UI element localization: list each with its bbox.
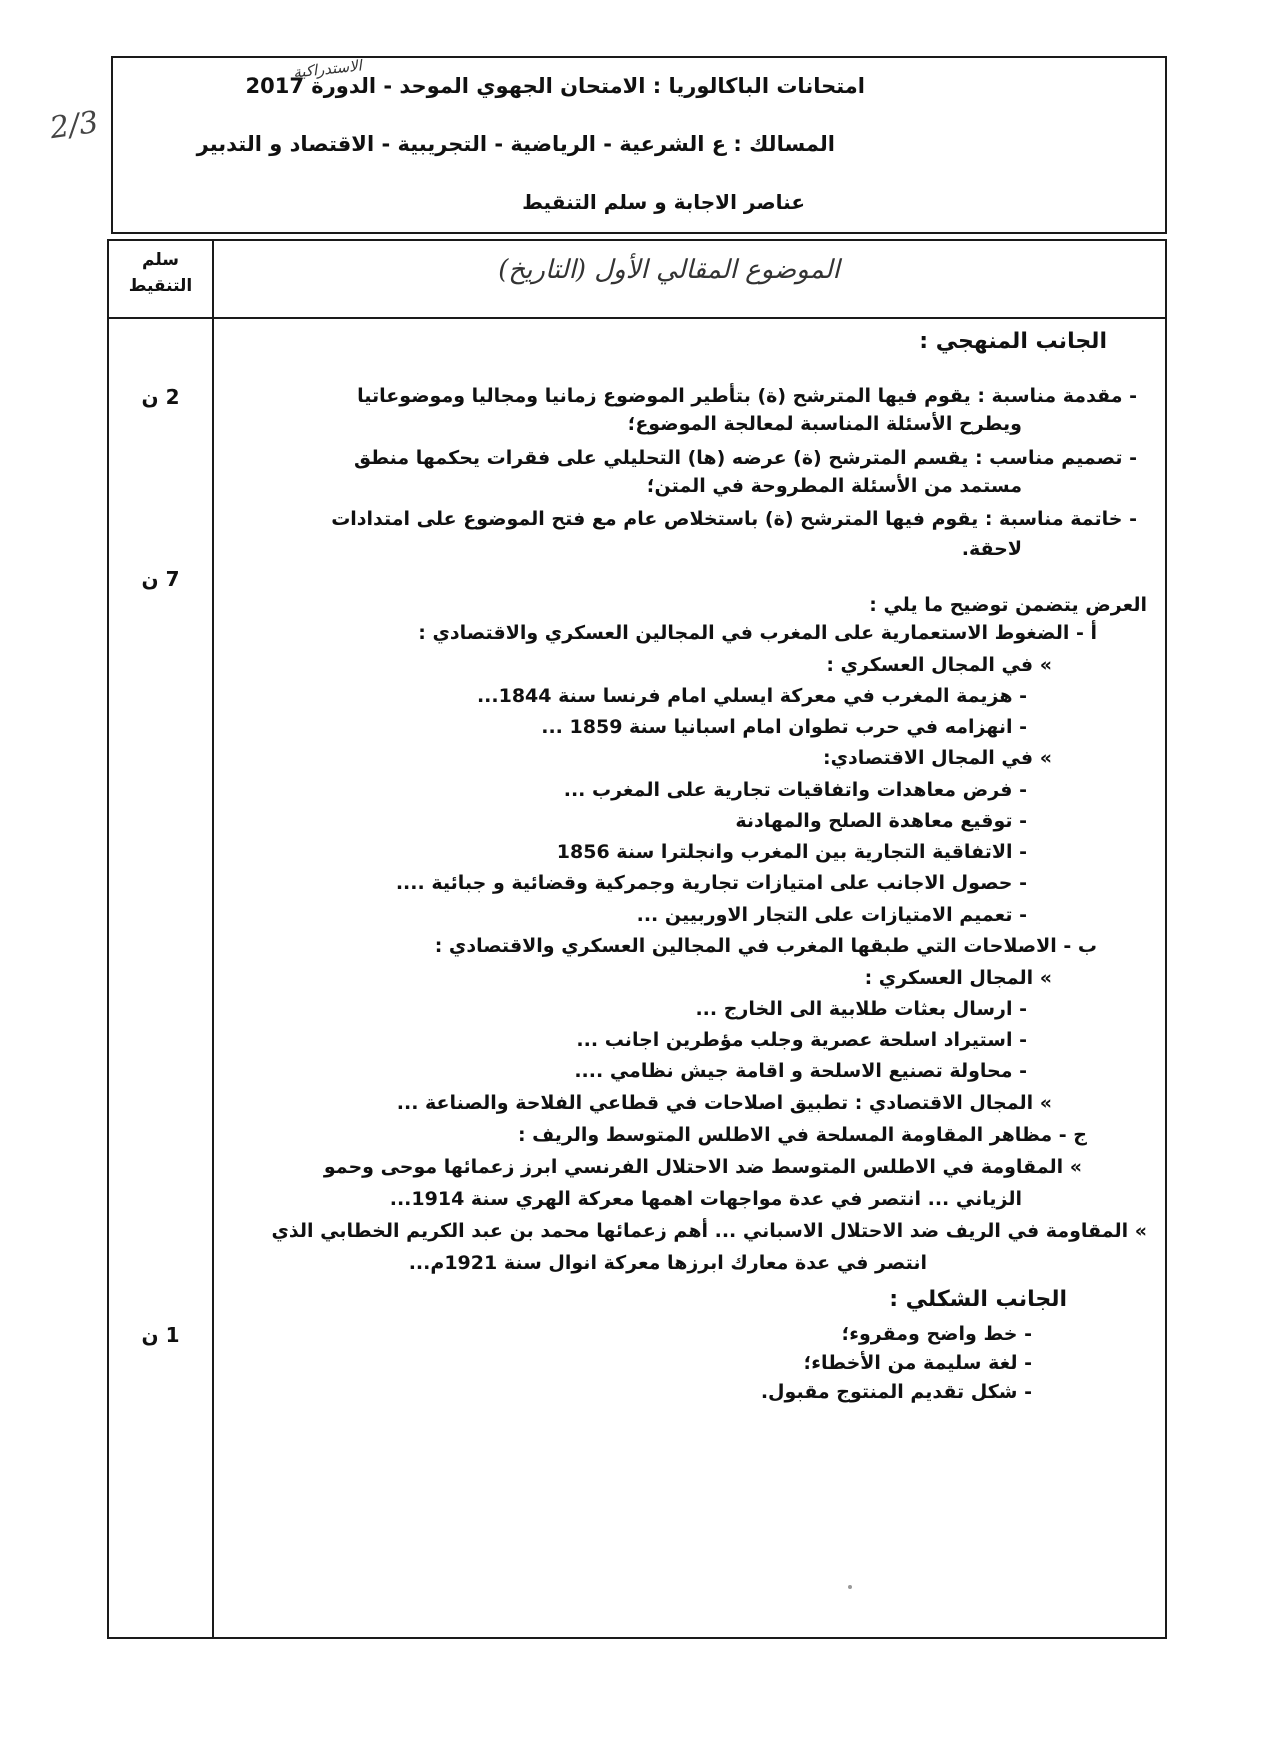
score-column-header [109, 247, 212, 299]
list-item: - استيراد اسلحة عصرية وجلب مؤطرين اجانب ... [576, 1029, 1027, 1051]
formal-section-title: الجانب الشكلي : [889, 1287, 1067, 1312]
method-item: ويطرح الأسئلة المناسبة لمعالجة الموضوع؛ [627, 413, 1022, 435]
exam-header [111, 56, 1167, 234]
method-item: لاحقة. [961, 538, 1022, 560]
page-number-note: 2/3 [47, 104, 101, 147]
topic-title: الموضوع المقالي الأول (التاريخ) [498, 255, 840, 285]
score-presentation: 7 ن [141, 567, 180, 591]
answer-table [107, 239, 1167, 1639]
list-item: - هزيمة المغرب في معركة ايسلي امام فرنسا سنة 1844... [476, 685, 1027, 707]
list-item: - انهزامه في حرب تطوان امام اسبانيا سنة 1859 ... [541, 716, 1027, 738]
method-item: - تصميم مناسب : يقسم المترشح (ة) عرضه (ها) التحليلي على فقرات يحكمها منطق [353, 447, 1137, 469]
section-a-title: أ - الضغوط الاستعمارية على المغرب في المجالين العسكري والاقتصادي : [418, 622, 1097, 644]
handwritten-session-note: الاستدراكية [292, 56, 363, 82]
formal-item: - شكل تقديم المنتوج مقبول. [760, 1381, 1032, 1403]
section-b-title: ب - الاصلاحات التي طبقها المغرب في المجالين العسكري والاقتصادي : [434, 935, 1097, 957]
score-form: 1 ن [141, 1323, 180, 1347]
scan-speck [848, 1585, 852, 1589]
section-b-economic: » المجال الاقتصادي : تطبيق اصلاحات في قطاعي الفلاحة والصناعة ... [396, 1092, 1052, 1114]
method-item: مستمد من الأسئلة المطروحة في المتن؛ [646, 475, 1022, 497]
formal-item: - خط واضح ومقروء؛ [841, 1323, 1032, 1345]
method-item: - خاتمة مناسبة : يقوم فيها المترشح (ة) باستخلاص عام مع فتح الموضوع على امتدادات [331, 508, 1137, 530]
list-item: » المقاومة في الاطلس المتوسط ضد الاحتلال الفرنسي ابرز زعمائها موحى وحمو [323, 1156, 1082, 1178]
formal-item: - لغة سليمة من الأخطاء؛ [803, 1352, 1032, 1374]
exam-subtitle: عناصر الاجابة و سلم التنقيط [522, 190, 805, 214]
list-item: انتصر في عدة معارك ابرزها معركة انوال سنة 1921م... [408, 1252, 927, 1274]
list-item: - محاولة تصنيع الاسلحة و اقامة جيش نظامي .... [574, 1060, 1027, 1082]
score-method: 2 ن [141, 385, 180, 409]
exam-title: امتحانات الباكالوريا : الامتحان الجهوي الموحد - الدورة 2017 [245, 74, 865, 98]
score-header-line1: سلم [142, 250, 179, 270]
method-item: - مقدمة مناسبة : يقوم فيها المترشح (ة) بتأطير الموضوع زمانيا ومجاليا وموضوعاتيا [357, 385, 1137, 407]
list-item: - الاتفاقية التجارية بين المغرب وانجلترا سنة 1856 [556, 841, 1027, 863]
section-c-title: ج - مظاهر المقاومة المسلحة في الاطلس المتوسط والريف : [517, 1124, 1087, 1146]
list-item: - حصول الاجانب على امتيازات تجارية وجمركية وقضائية و جبائية .... [395, 872, 1027, 894]
section-a-economic-title: » في المجال الاقتصادي: [823, 747, 1052, 769]
answer-content [214, 319, 1167, 1637]
list-item: - فرض معاهدات واتفاقيات تجارية على المغرب ... [563, 779, 1027, 801]
list-item: - توقيع معاهدة الصلح والمهادنة [735, 810, 1027, 832]
methodological-section-title: الجانب المنهجي : [919, 329, 1107, 354]
section-b-military-title: » المجال العسكري : [864, 967, 1052, 989]
list-item: - تعميم الامتيازات على التجار الاوربيين ... [636, 904, 1027, 926]
exam-tracks: المسالك : ع الشرعية - الرياضية - التجريبية - الاقتصاد و التدبير [196, 132, 835, 156]
presentation-intro: العرض يتضمن توضيح ما يلي : [869, 594, 1147, 616]
section-a-military-title: » في المجال العسكري : [826, 654, 1052, 676]
list-item: - ارسال بعثات طلابية الى الخارج ... [695, 998, 1027, 1020]
list-item: الزياني ... انتصر في عدة مواجهات اهمها معركة الهري سنة 1914... [389, 1188, 1022, 1210]
score-header-line2: التنقيط [128, 276, 193, 296]
list-item: » المقاومة في الريف ضد الاحتلال الاسباني ... أهم زعمائها محمد بن عبد الكريم الخطابي الذي [271, 1220, 1147, 1242]
